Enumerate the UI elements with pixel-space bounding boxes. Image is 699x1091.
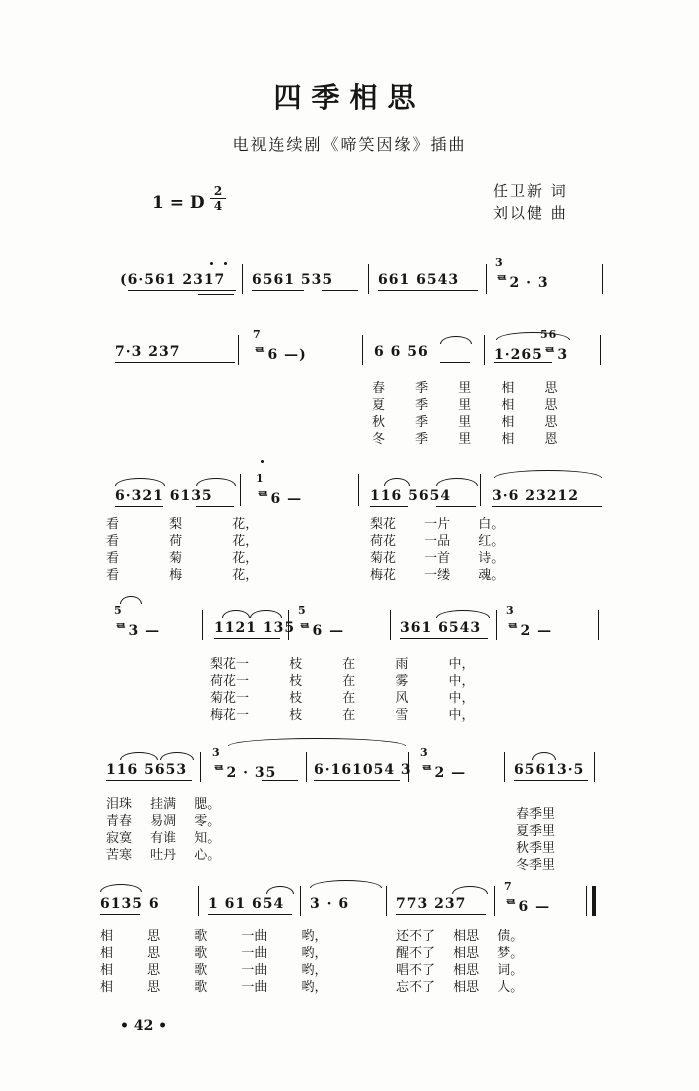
barline <box>598 610 599 640</box>
lyric-line: 苦寒 吐丹 心。 <box>106 848 221 863</box>
final-barline-thick <box>592 886 596 916</box>
barline <box>486 264 487 294</box>
measure: 1·265ᄅ3 <box>494 347 569 363</box>
beam-underline <box>322 290 358 291</box>
lyric-line: 泪珠 挂满 腮。 <box>106 797 221 812</box>
measure: ᄅ2 — <box>420 765 467 781</box>
slur <box>436 610 490 618</box>
lyric-line: 梨花一 枝 在 雨 中， <box>210 657 475 672</box>
lyric-line: 寂寞 有谁 知。 <box>106 831 221 846</box>
measure: 6135 6 <box>100 896 160 912</box>
slur <box>496 332 570 340</box>
beam-underline <box>378 290 478 291</box>
barline <box>386 886 387 916</box>
lyrics-block-1 <box>372 380 558 448</box>
measure: 65613·5 <box>514 762 585 778</box>
lyric-line: 夏 季 里 相 思 <box>372 398 558 413</box>
lyric-line: 看 梅 花， <box>106 568 259 583</box>
lyric-line: 青春 易凋 零。 <box>106 814 221 829</box>
chord-mark: 7 <box>504 880 513 893</box>
beam-underline <box>514 780 588 781</box>
barline <box>484 335 485 365</box>
key-signature: 1 = D <box>152 193 205 213</box>
lyric-line: 夏季里 <box>516 824 556 839</box>
beam-underline <box>198 294 234 295</box>
chord-mark: 3 <box>420 746 429 759</box>
slur <box>100 884 142 892</box>
beam-underline <box>128 290 236 291</box>
slur <box>120 596 142 604</box>
page-number: • 42 • <box>120 1018 168 1034</box>
barline <box>306 752 307 782</box>
lyric-line: 忘不了 相思 人。 <box>396 980 524 995</box>
barline <box>358 474 359 506</box>
lyric-line: 荷花一 枝 在 雾 中， <box>210 674 475 689</box>
slur <box>250 610 282 618</box>
measure: 6·321 6135 <box>115 488 213 504</box>
measure: 6·161054 3 <box>314 762 412 778</box>
slur <box>436 478 478 486</box>
beam-underline <box>494 362 552 363</box>
beam-underline <box>100 914 140 915</box>
octave-dot <box>210 262 213 265</box>
slur <box>196 478 236 486</box>
lyric-line: 冬 季 里 相 恩 <box>372 432 558 447</box>
octave-dot <box>261 460 264 463</box>
chord-mark: 3 <box>506 604 515 617</box>
measure: ᄅ6 — <box>504 899 551 915</box>
slur <box>532 752 556 760</box>
lyric-line: 冬季里 <box>516 858 556 873</box>
barline <box>594 752 595 782</box>
barline <box>202 610 203 640</box>
barline <box>494 886 495 916</box>
lyric-line: 相 思 歌 一曲 哟， <box>100 980 328 995</box>
beam-underline <box>106 780 192 781</box>
measure: 6561 535 <box>252 272 334 288</box>
beam-underline <box>214 638 280 639</box>
lyric-line: 相 思 歌 一曲 哟， <box>100 963 328 978</box>
lyrics-block-2-left <box>106 516 258 584</box>
measure: 1 61 654 <box>208 896 285 912</box>
barline <box>200 752 201 782</box>
composer-credit: 刘以健 曲 <box>493 204 568 222</box>
lyrics-block-3 <box>210 656 475 724</box>
lyric-line: 看 荷 花， <box>106 534 259 549</box>
slur <box>384 478 410 486</box>
barline <box>198 886 199 916</box>
lyric-line: 看 菊 花， <box>106 551 259 566</box>
barline <box>390 610 391 640</box>
lyricist-credit: 任卫新 词 <box>493 182 568 200</box>
barline <box>496 610 497 640</box>
lyrics-block-2-right <box>370 516 504 584</box>
lyrics-block-4-left <box>106 796 220 864</box>
beam-underline <box>314 780 400 781</box>
measure: 6 6 56 <box>374 344 429 360</box>
barline <box>300 886 301 916</box>
slur <box>440 336 472 344</box>
lyric-line: 梅花一 枝 在 雪 中， <box>210 708 475 723</box>
lyric-line: 相 思 歌 一曲 哟， <box>100 946 328 961</box>
measure: 661 6543 <box>378 272 460 288</box>
beam-underline <box>208 914 292 915</box>
final-barline-thin <box>586 886 587 916</box>
time-signature-top: 2 <box>213 184 223 198</box>
beam-underline <box>196 506 234 507</box>
chord-mark: 5 <box>298 604 307 617</box>
beam-underline <box>115 362 235 363</box>
lyric-line: 相 思 歌 一曲 哟， <box>100 929 328 944</box>
barline <box>368 264 369 294</box>
lyric-line: 梨花 一片 白。 <box>370 517 505 532</box>
beam-underline <box>400 638 488 639</box>
chord-mark: 5 <box>114 604 123 617</box>
lyric-line: 菊花 一首 诗。 <box>370 551 505 566</box>
measure: 773 237 <box>396 896 467 912</box>
barline <box>408 752 409 782</box>
lyric-line: 看 梨 花， <box>106 517 259 532</box>
measure: ᄅ2 — <box>506 623 553 639</box>
barline <box>362 335 363 365</box>
chord-mark: 1 <box>256 472 265 485</box>
lyric-line: 春 季 里 相 思 <box>372 381 558 396</box>
measure: 3·6 23212 <box>492 488 579 504</box>
time-signature <box>210 184 226 213</box>
lyric-line: 梅花 一缕 魂。 <box>370 568 505 583</box>
chord-mark: 7 <box>253 328 262 341</box>
lyric-line: 荷花 一品 红。 <box>370 534 505 549</box>
barline <box>600 335 601 365</box>
lyric-line: 秋 季 里 相 思 <box>372 415 558 430</box>
slur <box>115 478 165 486</box>
lyric-line: 菊花一 枝 在 风 中， <box>210 691 475 706</box>
lyrics-block-4-right <box>516 806 555 874</box>
slur <box>310 880 382 888</box>
octave-dot <box>224 262 227 265</box>
barline <box>288 610 289 640</box>
beam-underline <box>252 290 304 291</box>
barline <box>480 474 481 506</box>
measure: 1121 135 <box>214 620 296 636</box>
song-title: 四季相思 <box>273 81 426 114</box>
barline <box>240 474 241 506</box>
barline <box>242 264 243 294</box>
measure: (6·561 2317 <box>120 272 226 288</box>
measure: ᄅ2 · 3 <box>495 275 549 291</box>
measure: 361 6543 <box>400 620 482 636</box>
beam-underline <box>436 506 476 507</box>
beam-underline <box>396 914 486 915</box>
time-signature-bottom: 4 <box>210 198 226 213</box>
lyric-line: 还不了 相思 债。 <box>396 929 524 944</box>
barline <box>238 335 239 365</box>
measure: 116 5653 <box>106 762 188 778</box>
measure: ᄅ6 —) <box>253 347 307 363</box>
lyric-line: 春季里 <box>516 807 556 822</box>
beam-underline <box>492 506 602 507</box>
slur <box>222 610 250 618</box>
slur <box>160 752 194 760</box>
beam-underline <box>115 506 163 507</box>
measure: ᄅ6 — <box>298 623 345 639</box>
chord-mark: 3 <box>212 746 221 759</box>
slur <box>120 752 158 760</box>
slur <box>494 470 602 478</box>
grace-notes: 56 <box>540 328 558 341</box>
beam-underline <box>440 362 470 363</box>
lyric-line: 秋季里 <box>516 841 556 856</box>
song-subtitle: 电视连续剧《啼笑因缘》插曲 <box>232 135 467 154</box>
chord-mark: 3 <box>495 256 504 269</box>
lyric-line: 醒不了 相思 梦。 <box>396 946 524 961</box>
slur <box>228 738 406 746</box>
measure: ᄅ3 — <box>114 623 161 639</box>
slur <box>452 886 488 894</box>
measure: 3 · 6 <box>310 896 350 912</box>
measure: 7·3 237 <box>115 344 181 360</box>
measure: ᄅ6 — <box>256 491 303 507</box>
slur <box>266 886 294 894</box>
lyrics-block-5-right <box>396 928 523 996</box>
beam-underline <box>262 780 298 781</box>
lyric-line: 唱不了 相思 词。 <box>396 963 524 978</box>
barline <box>602 264 603 294</box>
barline <box>504 752 505 782</box>
lyrics-block-5-left <box>100 928 328 996</box>
beam-underline <box>370 506 408 507</box>
measure: ᄅ2 · 35 <box>212 765 277 781</box>
measure: 116 5654 <box>370 488 452 504</box>
